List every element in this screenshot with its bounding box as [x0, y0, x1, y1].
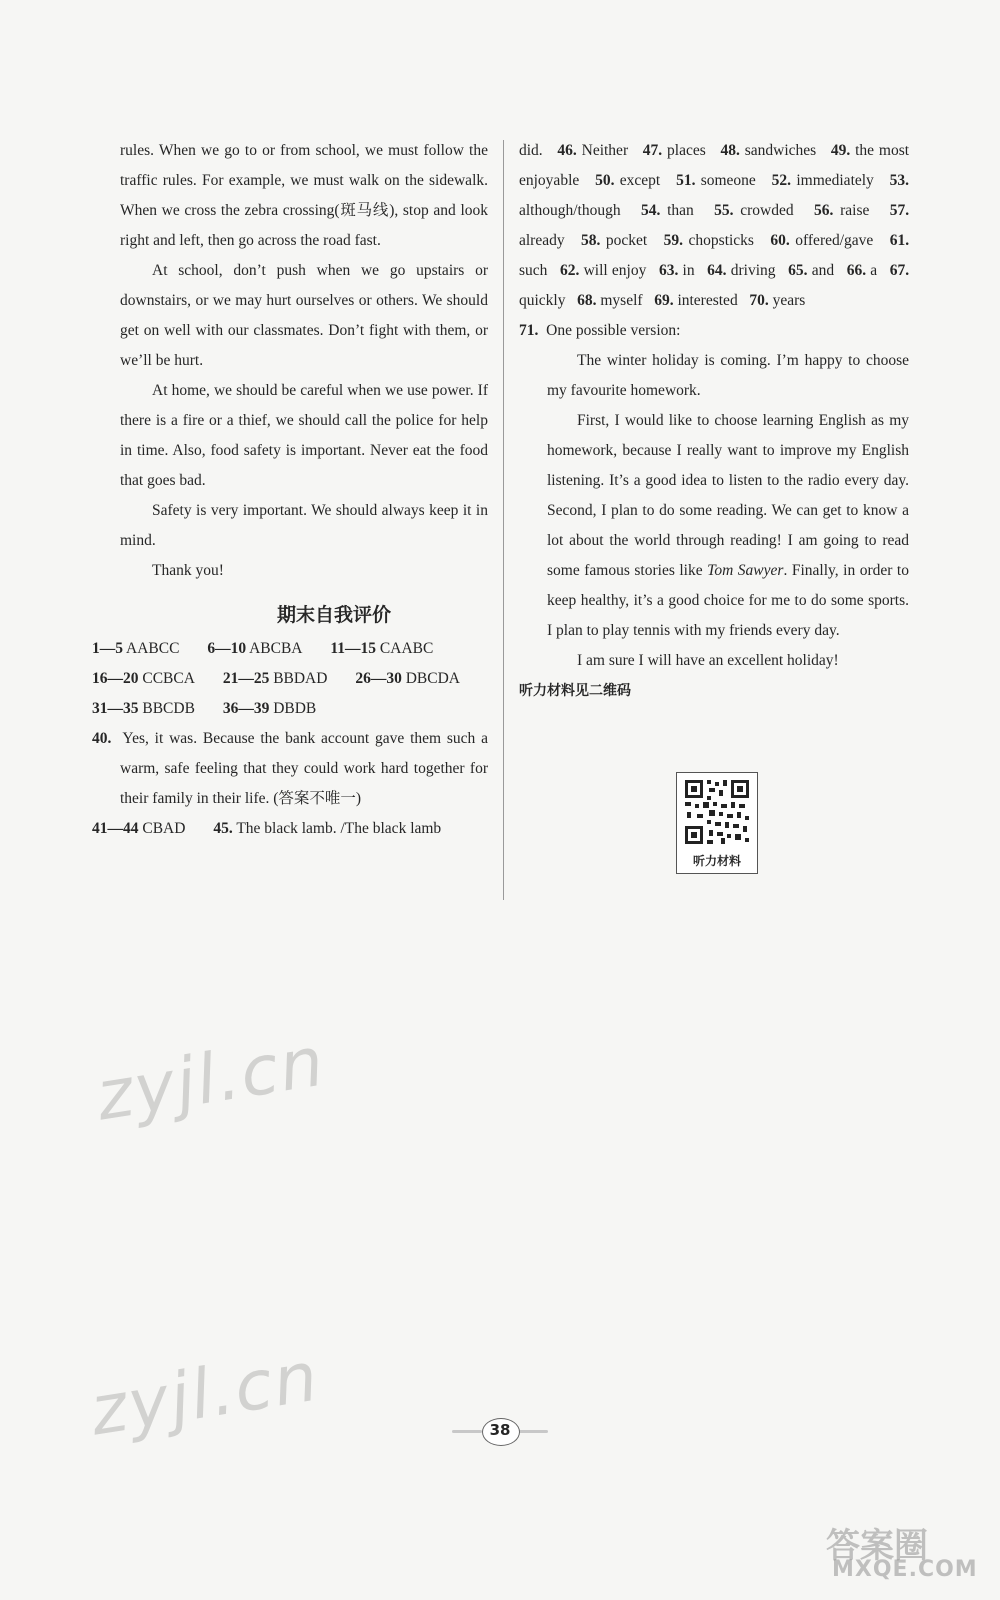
essay-paragraph-1: rules. When we go to or from school, we must follow the traffic rules. For example, we must walk on the sidewalk. When we cross the zebra crossing(斑马线), stop and look right and left, then go across the road fast.	[120, 142, 488, 249]
fill-answer: 60. offered/gave	[770, 232, 874, 249]
sample-essay-paragraph-3: I am sure I will have an excellent holiday!	[577, 652, 839, 669]
qr-label: 听力材料见二维码	[519, 683, 631, 699]
qr-caption: 听力材料	[692, 854, 741, 868]
corner-watermark-site: MXQE.COM	[832, 1557, 978, 1582]
fill-answer: 58. pocket	[581, 232, 648, 249]
fill-answer: 66. a	[846, 262, 878, 279]
fill-answer: 69. interested	[654, 292, 738, 309]
corner-watermark-mark: 答案圈	[826, 1526, 928, 1566]
fill-answer: 56. raise	[813, 202, 870, 219]
fill-blank-answers: did. 46. Neither 47. places 48. sandwiches 49. the most enjoyable 50. except 51. someone 52. immediately 53. although/though 54. than 55. crowded 56. raise 57. already 58. pocket 59. chopsticks 60. offered/gave 61. such 62. will enjoy 63. in 64. driving 65. and 66. a 67. quickly 68. myself 69. interested 70. years	[519, 142, 910, 309]
fill-answer: 47. places	[642, 142, 706, 159]
answer-40: 40. Yes, it was. Because the bank account gave them such a warm, safe feeling that they could work hard together for their family in their life. (答案不唯一)	[92, 730, 488, 807]
fill-answer: 46. Neither	[557, 142, 629, 159]
fill-answer: 55. crowded	[714, 202, 794, 219]
section-heading: 期末自我评价	[276, 604, 391, 626]
fill-answer: 48. sandwiches	[720, 142, 817, 159]
qr-code[interactable]	[676, 772, 758, 874]
corner-watermark	[818, 1524, 978, 1580]
essay-paragraph-4: Safety is very important. We should always keep it in mind.	[120, 502, 488, 549]
fill-answer: 67. quickly	[519, 262, 910, 309]
answer-row-2: 16—20 CCBCA 21—25 BBDAD 26—30 DBCDA	[92, 670, 460, 687]
essay-paragraph-2: At school, don’t push when we go upstairs or downstairs, or we may hurt ourselves or others. We should get on well with our classmates. Don’t fight with them, or we’ll be hurt.	[120, 262, 488, 369]
fill-answer: 53. although/though	[519, 172, 910, 219]
page-number	[450, 1415, 550, 1449]
fill-answer: 52. immediately	[771, 172, 874, 189]
sample-essay-paragraph-1: The winter holiday is coming. I’m happy to choose my favourite homework.	[547, 352, 909, 399]
fill-answer: 50. except	[595, 172, 661, 189]
right-column	[519, 136, 909, 706]
fill-answer: 54. than	[640, 202, 694, 219]
watermark-logo: zyjl.cn	[91, 1022, 331, 1137]
book-title: Tom Sawyer	[707, 562, 784, 579]
fill-answer: 57. already	[519, 202, 910, 249]
fill-answer: 59. chopsticks	[663, 232, 754, 249]
answer-row-3: 31—35 BBCDB 36—39 DBDB	[92, 700, 317, 717]
fill-answer: 49. the most enjoyable	[519, 142, 910, 189]
qr-code-icon	[683, 778, 751, 846]
fill-answer: 61. such	[519, 232, 910, 279]
fill-answer: 68. myself	[577, 292, 643, 309]
fill-answer: 63. in	[658, 262, 695, 279]
column-divider	[503, 140, 504, 900]
fill-answer: 62. will enjoy	[560, 262, 647, 279]
answer-row-1: 1—5 AABCC 6—10 ABCBA 11—15 CAABC	[92, 640, 434, 657]
left-column	[92, 136, 488, 844]
fill-answer: 64. driving	[707, 262, 776, 279]
fill-answer: 51. someone	[676, 172, 756, 189]
fill-answer: 65. and	[788, 262, 835, 279]
fill-answer: 70. years	[749, 292, 806, 309]
sample-essay-paragraph-2: First, I would like to choose learning English as my homework, because I really want to improve my English listening. It’s a good idea to listen to the radio every day. Second, I plan to do some reading. We can get to know a lot about the world through reading! I am going to read some famous stories like Tom Sawyer. Finally, in order to keep healthy, it’s a good choice for me to do some sports. I plan to play tennis with my friends every day.	[547, 412, 909, 639]
answer-41-45: 41—44 CBAD 45. The black lamb. /The black lamb	[92, 820, 442, 837]
page-number-text: 38	[489, 1421, 511, 1439]
essay-paragraph-3: At home, we should be careful when we use power. If there is a fire or a thief, we should call the police for help in time. Also, food safety is important. Never eat the food that goes bad.	[120, 382, 488, 489]
essay-closing: Thank you!	[152, 562, 224, 579]
watermark-logo: zyjl.cn	[85, 1337, 325, 1452]
answer-71: 71. One possible version:	[519, 322, 681, 339]
